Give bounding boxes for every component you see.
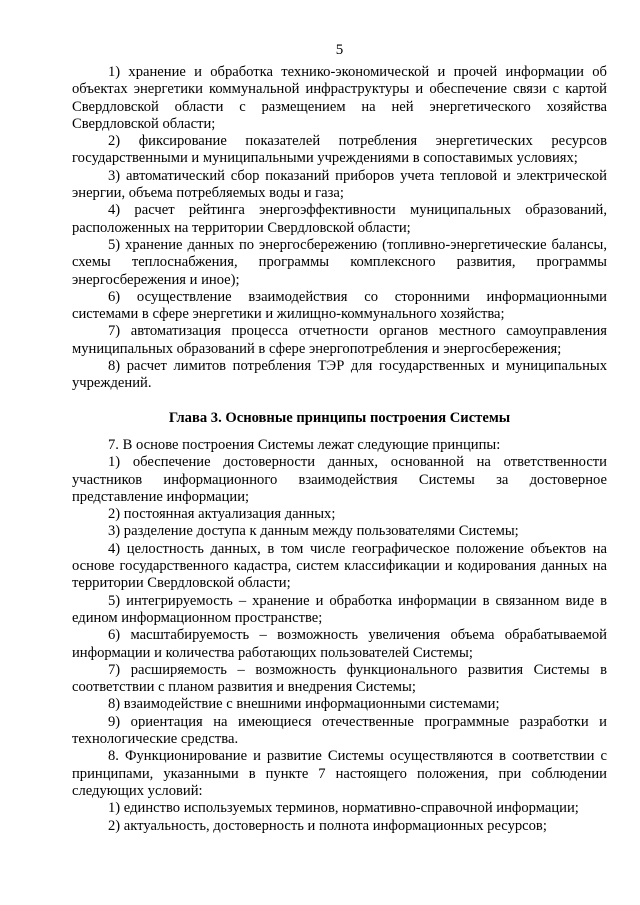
clause-intro: 7. В основе построения Системы лежат следующие принципы: xyxy=(108,437,501,453)
list-item: 1) обеспечение достоверности данных, основанной на ответственности участников информационного взаимодействия Системы за достоверное представление информации; xyxy=(72,454,607,505)
list-item: 5) интегрируемость – хранение и обработка информации в связанном виде в едином информационном пространстве; xyxy=(72,592,607,626)
list-item: 4) расчет рейтинга энергоэффективности муниципальных образований, расположенных на территории Свердловской области; xyxy=(72,202,607,236)
list-item: 6) масштабируемость – возможность увеличения объема обрабатываемой информации и количества работающих пользователей Системы; xyxy=(72,627,607,661)
clause-intro: 8. Функционирование и развитие Системы осуществляются в соответствии с принципами, указанными в пункте 7 настоящего положения, при соблюдении следующих условий: xyxy=(72,748,607,799)
list-item: 2) актуальность, достоверность и полнота информационных ресурсов; xyxy=(108,817,547,834)
list-item: 5) хранение данных по энергосбережению (топливно-энергетические балансы, схемы теплоснабжения, программы комплексного развития, программы энергосбережения и иное); xyxy=(72,236,607,288)
list-item: 2) постоянная актуализация данных; xyxy=(108,506,336,523)
list-item: 1) единство используемых терминов, нормативно-справочной информации; xyxy=(108,800,579,817)
principles-section xyxy=(72,437,607,835)
list-item: 2) фиксирование показателей потребления энергетических ресурсов государственными и муниципальными учреждениями в сопоставимых условиях; xyxy=(72,133,607,167)
list-item: 3) автоматический сбор показаний приборов учета тепловой и электрической энергии, объема потребляемых воды и газа; xyxy=(72,167,607,202)
list-item: 1) хранение и обработка технико-экономической и прочей информации об объектах энергетики коммунальной инфраструктуры и обеспечение связи с картой Свердловской области с размещением на ней энергетического хозяйства Свердловской области; xyxy=(72,64,607,132)
list-item: 9) ориентация на имеющиеся отечественные программные разработки и технологические средства. xyxy=(72,713,607,748)
chapter-heading: Глава 3. Основные принципы построения Системы xyxy=(168,410,511,426)
list-item: 8) расчет лимитов потребления ТЭР для государственных и муниципальных учреждений. xyxy=(72,358,607,392)
list-item: 3) разделение доступа к данным между пользователями Системы; xyxy=(108,523,519,540)
list-item: 8) взаимодействие с внешними информационными системами; xyxy=(108,696,500,713)
list-item: 7) расширяемость – возможность функционального развития Системы в соответствии с планом развития и внедрения Системы; xyxy=(72,661,607,696)
list-item: 6) осуществление взаимодействия со сторонними информационными системами в сфере энергетики и жилищно-коммунального хозяйства; xyxy=(72,288,607,323)
list-item: 7) автоматизация процесса отчетности органов местного самоуправления муниципальных образований в сфере энергопотребления и энергосбережения; xyxy=(72,323,607,357)
functions-list xyxy=(72,64,607,393)
page-number: 5 xyxy=(335,42,344,58)
list-item: 4) целостность данных, в том числе географическое положение объектов на основе государственного кадастра, систем классификации и кодирования данных на территории Свердловской области; xyxy=(72,540,607,592)
